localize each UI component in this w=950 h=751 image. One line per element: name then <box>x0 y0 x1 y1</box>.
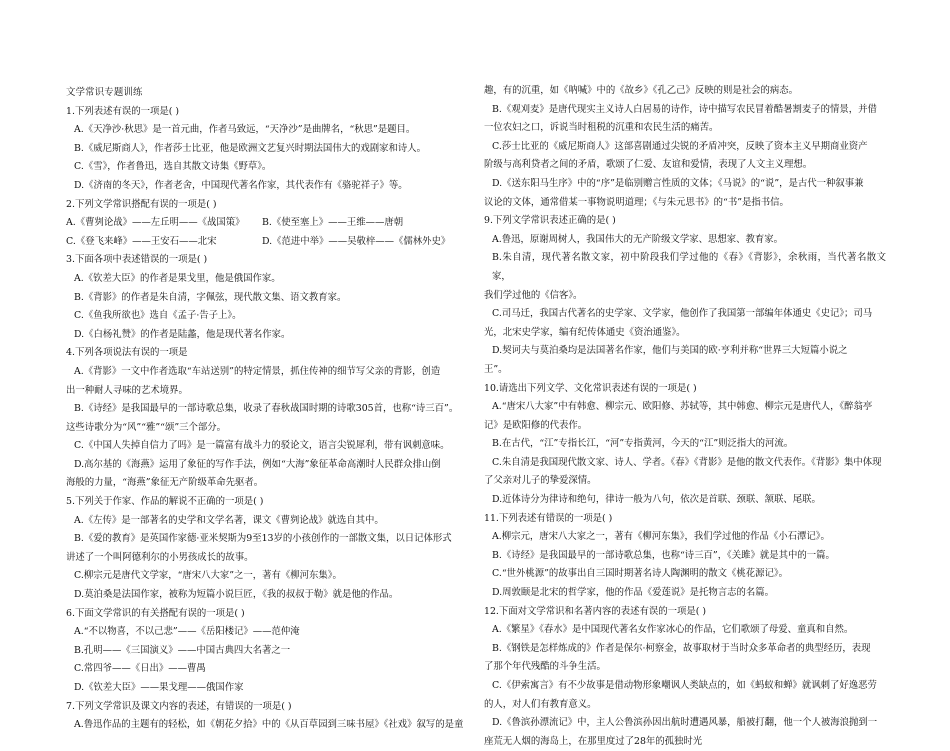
text-line: 王”。 <box>484 363 508 375</box>
option-text: A.《曹刿论战》——左丘明——《战国策》 <box>66 217 245 229</box>
option-text: B.朱自清，现代著名散文家，初中阶段我们学过他的《春》《背影》，余秋雨，当代著名散文家， <box>492 252 886 282</box>
option-text: B.《威尼斯商人》，作者莎士比亚，他是欧洲文艺复兴时期法国伟大的戏剧家和诗人。 <box>74 142 427 154</box>
question-stem: 10.请选出下列文学、文化常识表述有误的一项是( ) <box>484 382 697 394</box>
document-title: 文学常识专题训练 <box>66 87 143 98</box>
option-text: A.《左传》是一部著名的史学和文学名著，课文《曹刿论战》就选自其中。 <box>74 514 384 526</box>
question-stem: 1.下列表述有误的一项是( ) <box>66 105 179 117</box>
question-stem: 9.下列文学常识表述正确的是( ) <box>484 215 616 227</box>
question-stem: 3.下面各项中表述错误的一项是( ) <box>66 254 208 266</box>
option-row <box>66 233 470 252</box>
option-text: A.鲁迅，原谢周树人，我国伟大的无产阶级文学家、思想家、教育家。 <box>492 233 784 245</box>
text-line: 这些诗歌分为“风”“雅”“颂”三个部分。 <box>66 421 227 433</box>
option-text: C.常四爷——《日出》——曹禺 <box>74 663 206 675</box>
option-text: B.《观刈麦》是唐代现实主义诗人白居易的诗作，诗中描写农民冒着酷暑割麦子的情景，并借 <box>492 103 877 115</box>
option-text: A.“不以物喜，不以己悲”——《岳阳楼记》——范仲淹 <box>74 626 300 638</box>
option-text: D.《送东阳马生序》中的“序”是临别赠言性质的文体；《马说》的“说”，是古代一种叙事兼 <box>492 177 864 189</box>
option-text: C.《鱼我所欲也》选自《孟子·告子上》。 <box>74 310 242 322</box>
option-text: A.柳宗元，唐宋八大家之一，著有《柳河东集》，我们学过他的作品《小石潭记》。 <box>492 531 830 543</box>
option-text: D.周敦颐是北宋的哲学家，他的作品《爱莲说》是托物言志的名篇。 <box>492 587 775 599</box>
question-stem: 12.下面对文学常识和名著内容的表述有误的一项是( ) <box>484 605 707 617</box>
option-text: C.柳宗元是唐代文学家，“唐宋八大家”之一，著有《柳河东集》。 <box>74 570 342 582</box>
option-text: B.《背影》的作者是朱自清，字佩弦，现代散文集、语文教育家。 <box>74 291 347 303</box>
question-stem: 7.下列文学常识及课文内容的表述，有错误的一项是( ) <box>66 700 292 712</box>
text-line: 的人，对人们有教育意义。 <box>484 698 597 710</box>
text-line: 出一种耐人寻味的艺术境界。 <box>66 384 188 396</box>
question-stem: 4.下列各项说法有误的一项是 <box>66 347 188 359</box>
option-text: C.司马迁，我国古代著名的史学家、文学家，他创作了我国第一部编年体通史《史记》；司马 <box>492 308 873 320</box>
option-text: B.《使至塞上》——王维——唐朝 <box>262 217 404 229</box>
option-text: D.高尔基的《海燕》运用了象征的写作手法，例如“大海”象征革命高潮时人民群众排山倒 <box>74 458 441 470</box>
option-text: C.《登飞来峰》——王安石——北宋 <box>66 235 217 247</box>
option-text: A.《背影》一文中作者选取“车站送别”的特定情景，抓住传神的细节写父亲的背影，创造 <box>74 365 441 377</box>
option-text: C.《中国人失掉自信力了吗》是一篇富有战斗力的驳论文，语言尖锐犀利，带有讽刺意味。 <box>74 440 450 452</box>
option-text: B.《诗经》是我国最早的一部诗歌总集，收录了春秋战国时期的诗歌305首，也称“诗三百”。 <box>74 403 459 415</box>
option-text: D.《白杨礼赞》的作者是陆蠡，他是现代著名作家。 <box>74 328 291 340</box>
right-column <box>484 82 886 751</box>
option-text: C.朱自清是我国现代散文家、诗人、学者。《春》《背影》是他的散文代表作。《背影》集中体现 <box>492 456 882 468</box>
option-text: B.《钢铁是怎样炼成的》作者是保尔·柯察金，故事取材于当时众多革命者的典型经历，表现 <box>492 642 871 654</box>
option-text: B.《诗经》是我国最早的一部诗歌总集，也称“诗三百”，《关雎》就是其中的一篇。 <box>492 549 835 561</box>
option-text: C.《伊索寓言》有不少故事是借动物形象嘲讽人类缺点的，如《蚂蚁和蝉》就讽刺了好逸恶劳 <box>492 680 877 691</box>
text-line: 光，北宋史学家，编有纪传体通史《资治通鉴》。 <box>484 326 686 338</box>
option-text: A.《钦差大臣》的作者是果戈里，他是俄国作家。 <box>74 272 281 284</box>
option-row <box>66 214 470 233</box>
text-line: 议论的文体，通常借某一事物说明道理；《与朱元思书》的“书”是指书信。 <box>484 196 789 208</box>
question-stem: 6.下面文学常识的有关搭配有误的一项是( ) <box>66 607 245 619</box>
text-line: 讲述了一个叫阿德利尔的小男孩成长的故事。 <box>66 551 254 563</box>
text-line: 座荒无人烟的海岛上，在那里度过了28年的孤独时光 <box>484 735 703 747</box>
text-line: 趣，有的沉重，如《呐喊》中的《故乡》《孔乙己》反映的则是社会的病态。 <box>484 85 799 96</box>
option-text: D.莫泊桑是法国作家，被称为短篇小说巨匠，《我的叔叔于勒》就是他的作品。 <box>74 589 399 601</box>
left-column <box>66 84 470 735</box>
left-lines <box>66 103 470 735</box>
question-stem: 11.下列表述有错误的一项是( ) <box>484 512 613 524</box>
option-text: A.《天净沙·秋思》是一首元曲，作者马致远，“天净沙”是曲牌名，“秋思”是题目。 <box>74 124 416 136</box>
option-text: C.“世外桃源”的故事出自三国时期著名诗人陶渊明的散文《桃花源记》。 <box>492 568 788 580</box>
question-stem: 2.下列文学常识搭配有误的一项是( ) <box>66 198 217 210</box>
text-line: 了那个年代残酷的斗争生活。 <box>484 661 606 673</box>
option-text: D.契诃夫与莫泊桑均是法国著名作家，他们与美国的欧·亨利并称“世界三大短篇小说之 <box>492 345 848 357</box>
text-line: 海般的力量，“海燕”象征无产阶级革命先驱者。 <box>66 477 264 489</box>
option-text: A.“唐宋八大家”中有韩愈、柳宗元、欧阳修、苏轼等，其中韩愈、柳宗元是唐代人，《醉翁亭 <box>492 401 873 413</box>
text-line: 了父亲对儿子的挚爱深情。 <box>484 475 597 487</box>
option-text: B.孔明——《三国演义》——中国古典四大名著之一 <box>74 644 291 656</box>
question-stem: 5.下列关于作家、作品的解说不正确的一项是( ) <box>66 496 264 508</box>
option-text: B.在古代，“江”专指长江，“河”专指黄河，今天的“江”则泛指大的河流。 <box>492 438 794 450</box>
text-line: 一位农妇之口，诉说当时租税的沉重和农民生活的痛苦。 <box>484 122 719 134</box>
text-line: 我们学过他的《信客》。 <box>484 289 583 301</box>
option-text: D.《济南的冬天》，作者老舍，中国现代著名作家，其代表作有《骆驼祥子》等。 <box>74 179 408 191</box>
right-lines <box>484 82 886 751</box>
option-text: C.莎士比亚的《威尼斯商人》这部喜剧通过尖锐的矛盾冲突，反映了资本主义早期商业资产 <box>492 140 868 152</box>
option-text: C.《雪》，作者鲁迅，选自其散文诗集《野草》。 <box>74 161 272 173</box>
text-line: 记》是欧阳修的代表作。 <box>484 419 588 431</box>
option-text: D.《钦差大臣》——果戈理——俄国作家 <box>74 682 244 693</box>
text-line: 阶级与高利贷者之间的矛盾，歌颂了仁爱、友谊和爱情，表现了人文主义理想。 <box>484 159 813 171</box>
option-text: D.《鲁滨孙漂流记》中，主人公鲁滨孙因出航时遭遇风暴，船被打翻，他一个人被海浪抛到一 <box>492 717 878 729</box>
option-text: D.《范进中举》——吴敬梓——《儒林外史》 <box>262 235 451 247</box>
option-text: A.《繁星》《春水》是中国现代著名女作家冰心的作品，它们歌颂了母爱、童真和自然。 <box>492 624 854 636</box>
option-text: B.《爱的教育》是英国作家德·亚米契斯为9至13岁的小孩创作的一部散文集，以日记体形式 <box>74 533 452 545</box>
option-text: D.近体诗分为律诗和绝句，律诗一般为八句，依次是首联、颈联、颔联、尾联。 <box>492 494 821 506</box>
option-text: A.鲁迅作品的主题有的轻松，如《朝花夕拾》中的《从百草园到三味书屋》《社戏》叙写的是童 <box>74 719 464 731</box>
